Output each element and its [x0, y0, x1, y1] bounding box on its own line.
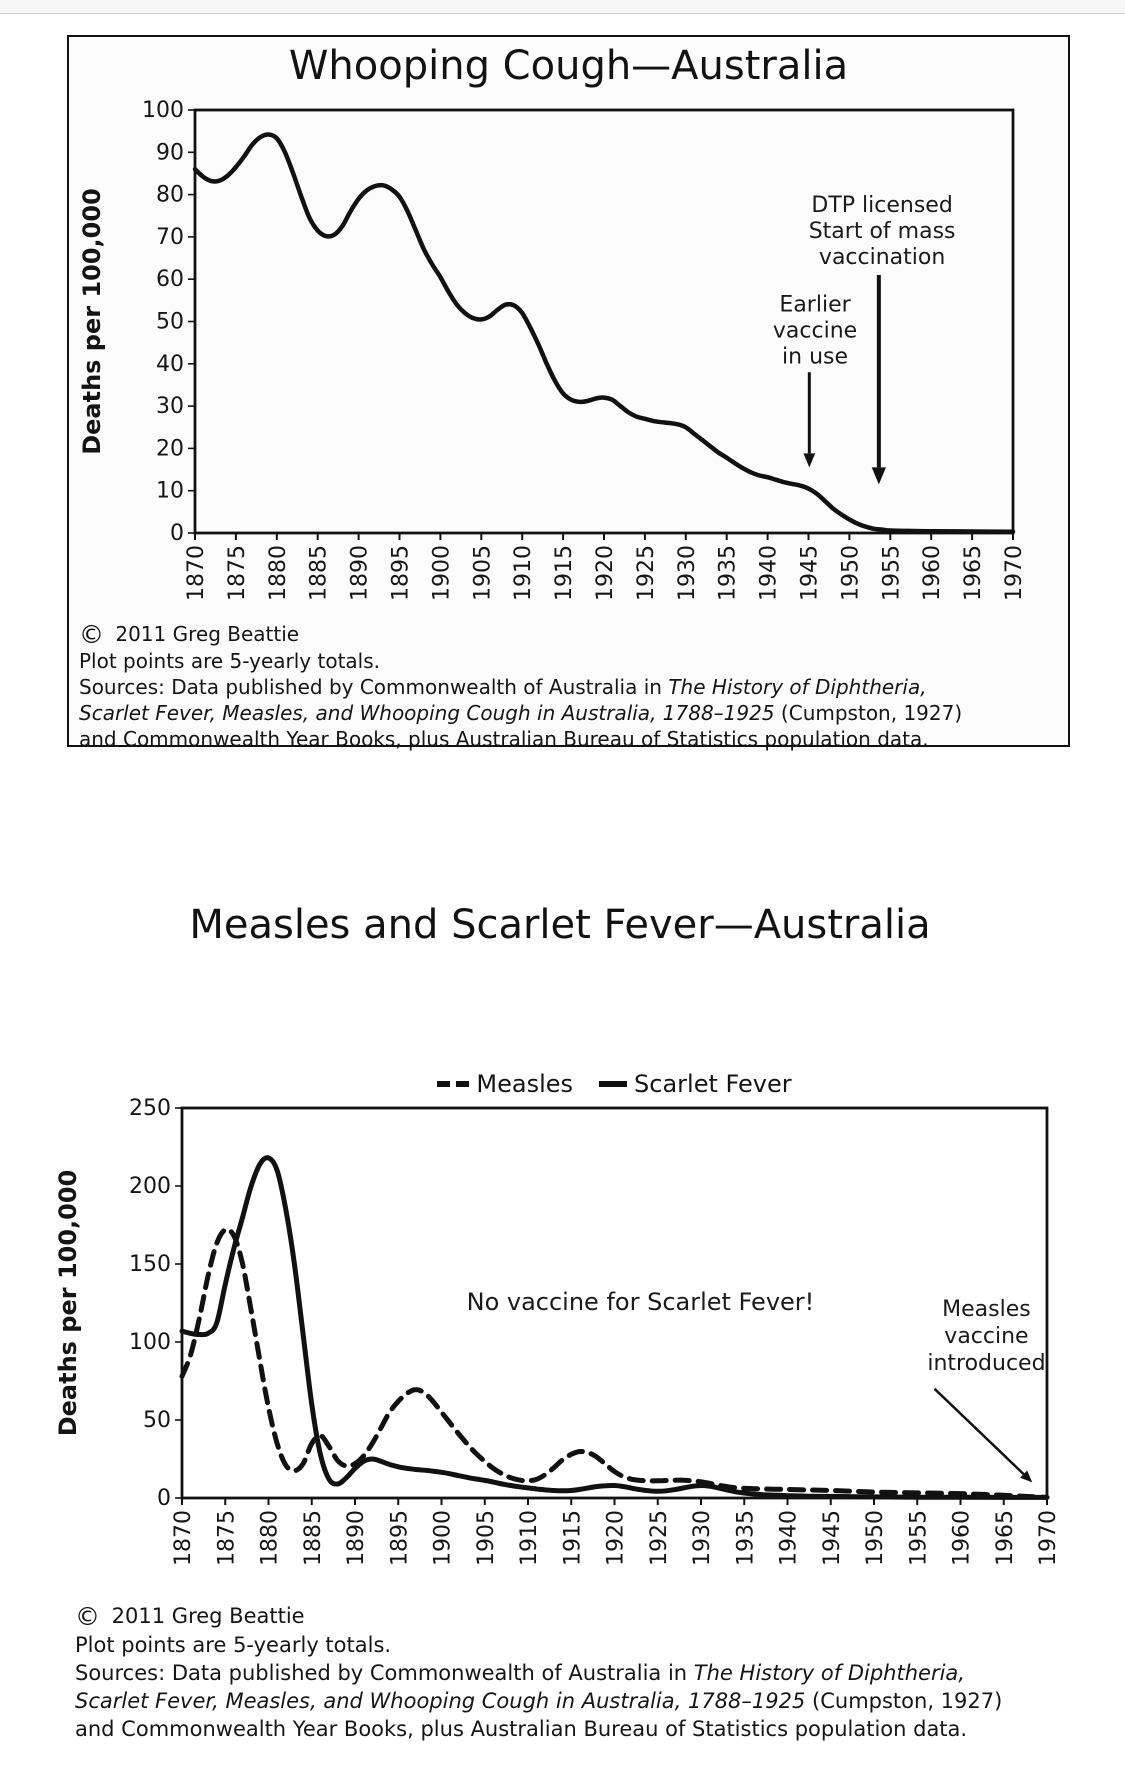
y-axis: [142, 98, 195, 546]
svg-text:1955: 1955: [879, 545, 905, 601]
svg-text:1945: 1945: [797, 545, 823, 601]
svg-text:0: 0: [170, 521, 184, 546]
svg-text:1890: 1890: [344, 1510, 369, 1566]
copyright-line: © 2011 Greg Beattie: [75, 1602, 305, 1631]
svg-text:200: 200: [129, 1174, 171, 1199]
svg-text:1960: 1960: [949, 1510, 975, 1566]
svg-text:1875: 1875: [214, 1510, 240, 1566]
svg-text:vaccination: vaccination: [818, 245, 946, 271]
chart-title: Measles and Scarlet Fever—Australia: [189, 902, 931, 948]
footer-line: Sources: Data published by Commonwealth of Australia in The History of Diphtheria,: [79, 675, 927, 699]
svg-text:1880: 1880: [265, 545, 291, 601]
chart-footer: [75, 1602, 1075, 1743]
svg-text:1915: 1915: [560, 1510, 586, 1566]
annotation: [467, 1288, 815, 1316]
svg-text:1905: 1905: [470, 545, 496, 601]
svg-text:1885: 1885: [300, 1510, 326, 1566]
svg-text:70: 70: [156, 224, 184, 250]
svg-text:1875: 1875: [224, 545, 250, 601]
y-axis: [129, 1096, 182, 1511]
x-axis: [171, 1498, 1061, 1566]
svg-text:1955: 1955: [906, 1510, 932, 1566]
svg-text:1890: 1890: [347, 545, 373, 601]
copyright-line: © 2011 Greg Beattie: [79, 620, 300, 649]
svg-text:100: 100: [142, 98, 184, 123]
svg-text:Start of mass: Start of mass: [808, 219, 956, 245]
annotation: [927, 1297, 1045, 1482]
svg-text:20: 20: [156, 436, 184, 462]
svg-text:250: 250: [129, 1096, 171, 1121]
svg-text:1970: 1970: [1002, 545, 1027, 601]
footer-line: Plot points are 5-yearly totals.: [75, 1633, 392, 1657]
svg-text:1970: 1970: [1036, 1510, 1061, 1566]
svg-text:60: 60: [156, 267, 184, 293]
y-axis-title: Deaths per 100,000: [78, 188, 106, 455]
svg-text:1930: 1930: [674, 545, 700, 601]
svg-text:1950: 1950: [838, 545, 864, 601]
svg-text:1965: 1965: [992, 1510, 1018, 1566]
svg-text:1910: 1910: [517, 1510, 542, 1566]
svg-text:1935: 1935: [715, 545, 741, 601]
svg-text:1935: 1935: [733, 1510, 759, 1566]
svg-text:1900: 1900: [430, 1510, 456, 1566]
svg-text:50: 50: [143, 1408, 171, 1433]
footer-line: Scarlet Fever, Measles, and Whooping Cough in Australia, 1788–1925 (Cumpston, 1927): [79, 701, 963, 725]
svg-text:1915: 1915: [552, 545, 578, 601]
svg-text:90: 90: [156, 140, 184, 166]
svg-text:10: 10: [156, 478, 184, 504]
svg-text:introduced: introduced: [927, 1351, 1046, 1377]
svg-text:1870: 1870: [171, 1510, 196, 1566]
svg-text:1965: 1965: [961, 545, 987, 601]
svg-text:vaccine: vaccine: [772, 318, 858, 344]
svg-text:DTP licensed: DTP licensed: [811, 193, 953, 219]
chart-footer: [79, 621, 1039, 752]
svg-text:1870: 1870: [184, 545, 209, 601]
x-axis: [184, 533, 1027, 601]
svg-text:1930: 1930: [690, 1510, 715, 1566]
svg-text:1960: 1960: [920, 545, 946, 601]
svg-text:40: 40: [156, 351, 184, 377]
svg-text:1920: 1920: [593, 545, 618, 601]
svg-text:1925: 1925: [646, 1510, 672, 1566]
legend-label: Scarlet Fever: [634, 1070, 792, 1098]
svg-text:1895: 1895: [387, 1510, 413, 1566]
footer-line: Sources: Data published by Commonwealth of Australia in The History of Diphtheria,: [75, 1661, 965, 1685]
plot-frame: [195, 110, 1013, 533]
svg-text:100: 100: [129, 1330, 171, 1355]
footer-line: Scarlet Fever, Measles, and Whooping Cough in Australia, 1788–1925 (Cumpston, 1927): [75, 1689, 1003, 1713]
svg-text:30: 30: [156, 394, 184, 420]
svg-text:0: 0: [157, 1486, 171, 1511]
annotation: [773, 293, 857, 468]
svg-text:1900: 1900: [429, 545, 455, 601]
legend-label: Measles: [476, 1070, 574, 1098]
svg-text:150: 150: [129, 1252, 171, 1277]
svg-text:1950: 1950: [863, 1510, 888, 1566]
series-measles: [182, 1229, 1047, 1497]
svg-text:1940: 1940: [776, 1510, 802, 1566]
chart-title: Whooping Cough—Australia: [288, 43, 849, 89]
svg-text:in use: in use: [782, 344, 849, 370]
svg-text:1910: 1910: [511, 545, 537, 601]
svg-text:1905: 1905: [473, 1510, 499, 1566]
svg-text:Earlier: Earlier: [779, 292, 851, 318]
footer-line: Plot points are 5-yearly totals.: [79, 649, 381, 673]
footer-line: and Commonwealth Year Books, plus Australian Bureau of Statistics population data.: [75, 1717, 968, 1741]
measles-scarlet-chart: [0, 890, 1125, 1776]
top-strip: [0, 0, 1125, 14]
svg-text:1925: 1925: [633, 545, 659, 601]
svg-text:1895: 1895: [388, 545, 414, 601]
svg-text:1920: 1920: [603, 1510, 629, 1566]
y-axis-title: Deaths per 100,000: [54, 1169, 82, 1437]
svg-text:80: 80: [156, 182, 184, 208]
svg-text:vaccine: vaccine: [944, 1324, 1029, 1350]
svg-text:Measles: Measles: [942, 1297, 1031, 1323]
footer-line: and Commonwealth Year Books, plus Australian Bureau of Statistics population data.: [79, 727, 929, 751]
whooping-cough-chart: [67, 35, 1070, 751]
svg-text:No vaccine for Scarlet Fever!: No vaccine for Scarlet Fever!: [466, 1288, 815, 1316]
svg-text:1880: 1880: [257, 1510, 283, 1566]
copyright-icon: ©: [75, 1602, 100, 1631]
svg-text:1945: 1945: [819, 1510, 845, 1566]
svg-text:1940: 1940: [756, 545, 782, 601]
copyright-icon: ©: [79, 620, 104, 649]
svg-text:50: 50: [156, 309, 184, 335]
svg-text:1885: 1885: [306, 545, 332, 601]
